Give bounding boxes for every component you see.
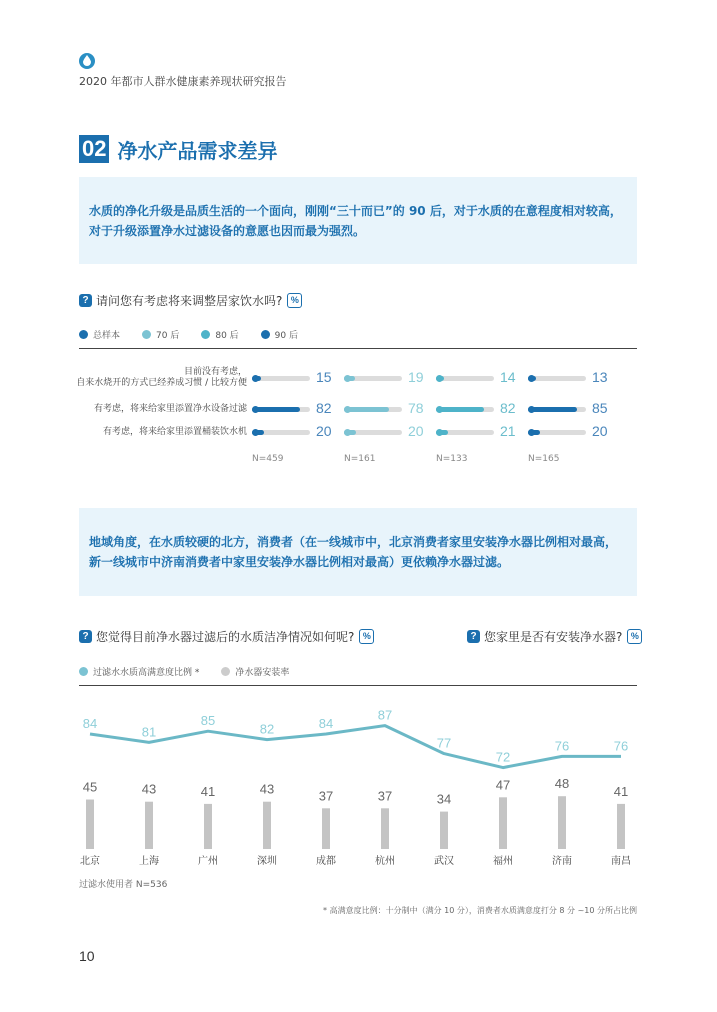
bar-value-label: 20	[592, 423, 608, 439]
bar-value-label: 43	[259, 781, 275, 797]
percent-icon: %	[359, 629, 374, 644]
install-rate-bar	[440, 812, 448, 849]
question-3-text: 您家里是否有安装净水器?	[484, 630, 623, 644]
percent-icon: %	[287, 293, 302, 308]
row-label-dispenser: 有考虑，将来给家里添置桶装饮水机	[102, 427, 247, 437]
city-tick-label: 福州	[493, 856, 513, 867]
row-label-filter: 有考虑，将来给家里添置净水设备过滤	[93, 404, 247, 414]
install-rate-bar	[381, 808, 389, 849]
sample-size-label: N=459	[252, 454, 284, 464]
legend-label: 总样本	[93, 331, 121, 341]
line-value-label: 77	[436, 735, 452, 751]
bar-value-label: 20	[408, 423, 424, 439]
bar-value-label: 82	[316, 400, 332, 416]
question-icon: ?	[79, 294, 92, 307]
insight-box-2-line2: 新一线城市中济南消费者中家里安装净水器比例相对最高）更依赖净水器过滤。	[89, 555, 510, 569]
city-tick-label: 济南	[552, 856, 572, 867]
bar-value-label: 13	[592, 369, 608, 385]
bar-value-label: 20	[316, 423, 332, 439]
city-tick-label: 广州	[198, 856, 218, 867]
city-tick-label: 南昌	[611, 856, 631, 867]
question-2-text: 您觉得目前净水器过滤后的水质洁净情况如何呢?	[96, 630, 355, 644]
bar-value-label: 78	[408, 400, 424, 416]
page-number: 10	[79, 948, 95, 964]
row-label-line: 自来水烧开的方式已经养成习惯 / 比较方便	[76, 378, 247, 388]
line-value-label: 72	[495, 749, 511, 765]
city-tick-label: 武汉	[434, 856, 454, 867]
bar-value-label: 37	[377, 788, 393, 804]
bar-value-label: 47	[495, 777, 511, 793]
bar-value-label: 21	[500, 423, 516, 439]
question-icon: ?	[467, 630, 480, 643]
bar-value-label: 14	[500, 369, 516, 385]
line-value-label: 81	[141, 724, 157, 740]
percent-icon: %	[627, 629, 642, 644]
report-title: 2020 年都市人群水健康素养现状研究报告	[79, 75, 287, 88]
bar-value-label: 41	[613, 783, 629, 799]
bar-value-label: 43	[141, 781, 157, 797]
insight-box-1-line2: 对于升级添置净水过滤设备的意愿也因而最为强烈。	[89, 223, 366, 238]
city-tick-label: 成都	[316, 856, 336, 867]
insight-box-1-line1: 水质的净化升级是品质生活的一个面向，刚刚“三十而已”的 90 后，对于水质的在意程度相对较高，	[89, 203, 622, 218]
sample-size-label: N=161	[344, 454, 376, 464]
footnote: * 高满意度比例：十分制中（满分 10 分），消费者水质满意度打分 8 分 ~10 分所占比例	[323, 906, 637, 915]
install-rate-bar	[86, 800, 94, 850]
city-tick-label: 杭州	[375, 856, 395, 867]
line-value-label: 82	[259, 721, 275, 737]
legend-label: 70 后	[156, 331, 180, 341]
city-tick-label: 上海	[139, 856, 159, 867]
install-rate-bar	[145, 802, 153, 849]
city-tick-label: 北京	[80, 856, 100, 867]
bar-value-label: 45	[82, 779, 98, 795]
sample-size-label: N=133	[436, 454, 468, 464]
legend-label: 过滤水水质高满意度比例 *	[93, 668, 200, 678]
bar-value-label: 15	[316, 369, 332, 385]
legend-label: 90 后	[274, 331, 298, 341]
bar-value-label: 48	[554, 776, 570, 792]
city-tick-label: 深圳	[257, 856, 277, 867]
legend-label: 净水器安装率	[235, 668, 290, 678]
question-1-text: 请问您有考虑将来调整居家饮水吗?	[96, 294, 283, 308]
row-label-line: 目前没有考虑，	[183, 367, 247, 377]
question-icon: ?	[79, 630, 92, 643]
install-rate-bar	[558, 796, 566, 849]
line-value-label: 84	[82, 716, 98, 731]
install-rate-bar	[263, 802, 271, 849]
line-value-label: 84	[318, 716, 334, 731]
bar-value-label: 85	[592, 400, 608, 416]
install-rate-bar	[617, 804, 625, 849]
satisfaction-line	[90, 726, 621, 768]
line-value-label: 87	[377, 707, 393, 723]
line-value-label: 85	[200, 713, 216, 729]
legend-label: 80 后	[215, 331, 239, 341]
install-rate-bar	[204, 804, 212, 849]
bar-value-label: 41	[200, 783, 216, 799]
bar-value-label: 82	[500, 400, 516, 416]
line-value-label: 76	[554, 738, 570, 754]
bar-value-label: 34	[436, 791, 452, 807]
sample-size-label: N=165	[528, 454, 560, 464]
bar-value-label: 19	[408, 369, 424, 385]
bar-value-label: 37	[318, 788, 334, 804]
section-number: 02	[79, 135, 109, 163]
sample-size-note: 过滤水使用者 N=536	[79, 880, 168, 890]
section-title: 净水产品需求差异	[117, 138, 278, 163]
install-rate-bar	[499, 797, 507, 849]
line-value-label: 76	[613, 738, 629, 754]
install-rate-bar	[322, 808, 330, 849]
insight-box-2-line1: 地域角度，在水质较硬的北方，消费者（在一线城市中，北京消费者家里安装净水器比例相对最高，	[89, 535, 618, 549]
